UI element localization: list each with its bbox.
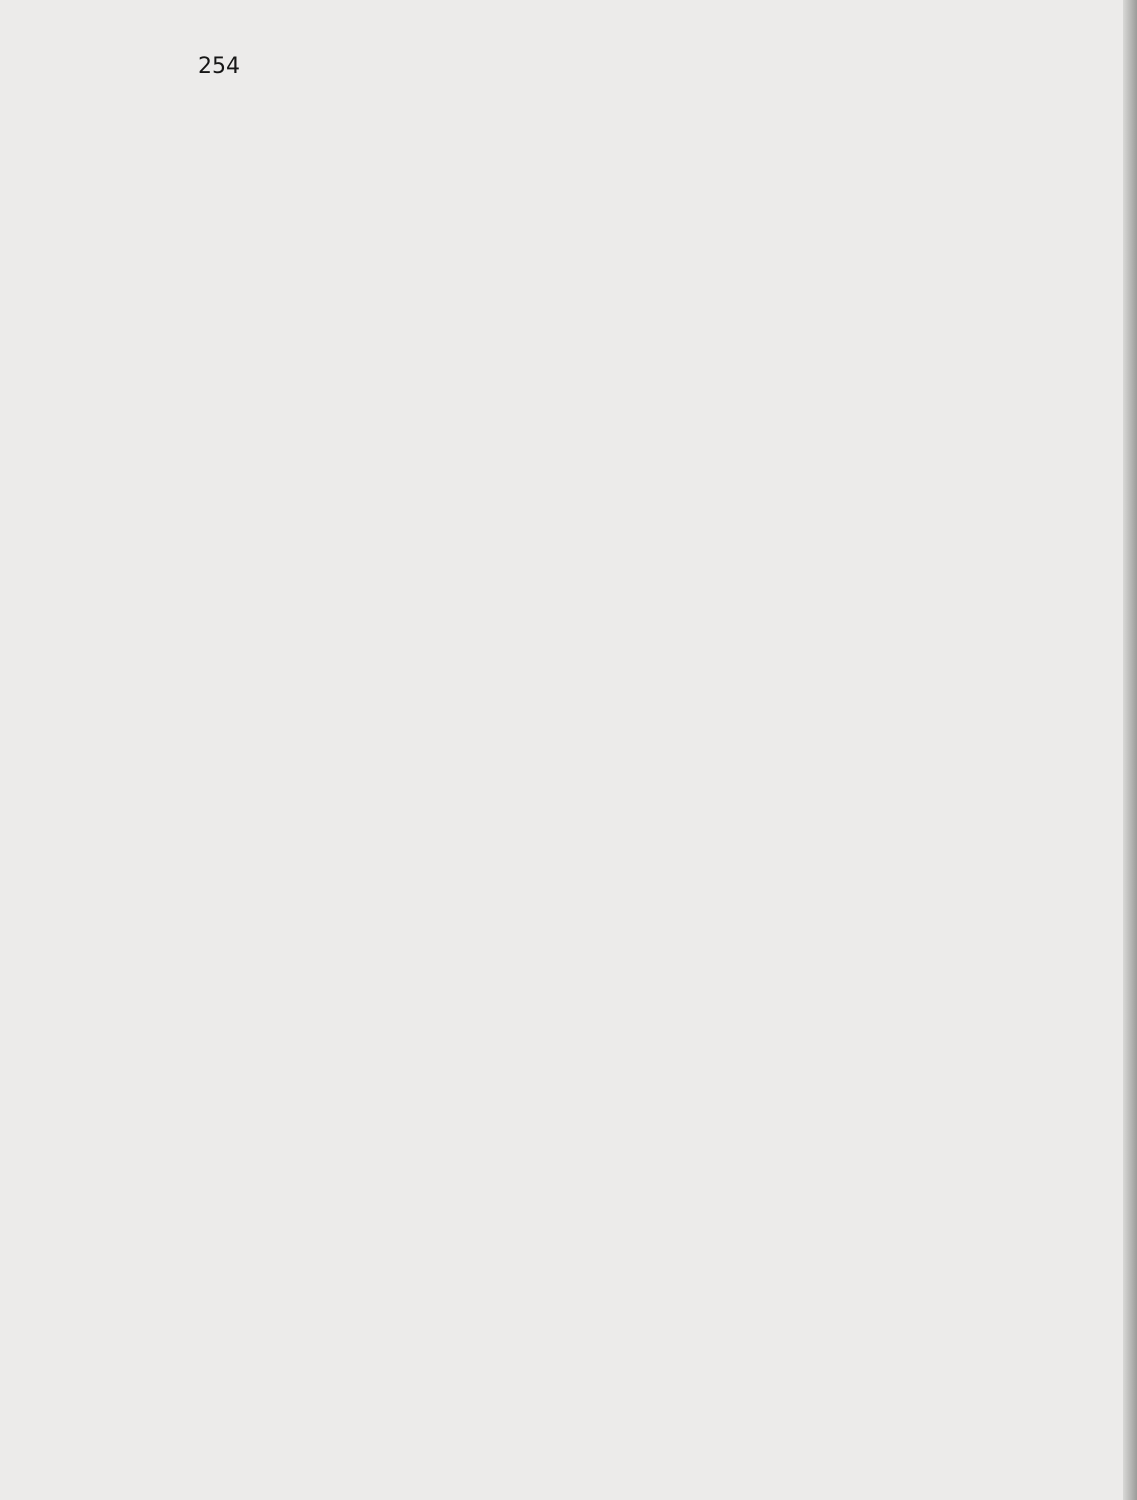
page-number: 254 [198,54,240,79]
body-text [190,122,1048,1462]
